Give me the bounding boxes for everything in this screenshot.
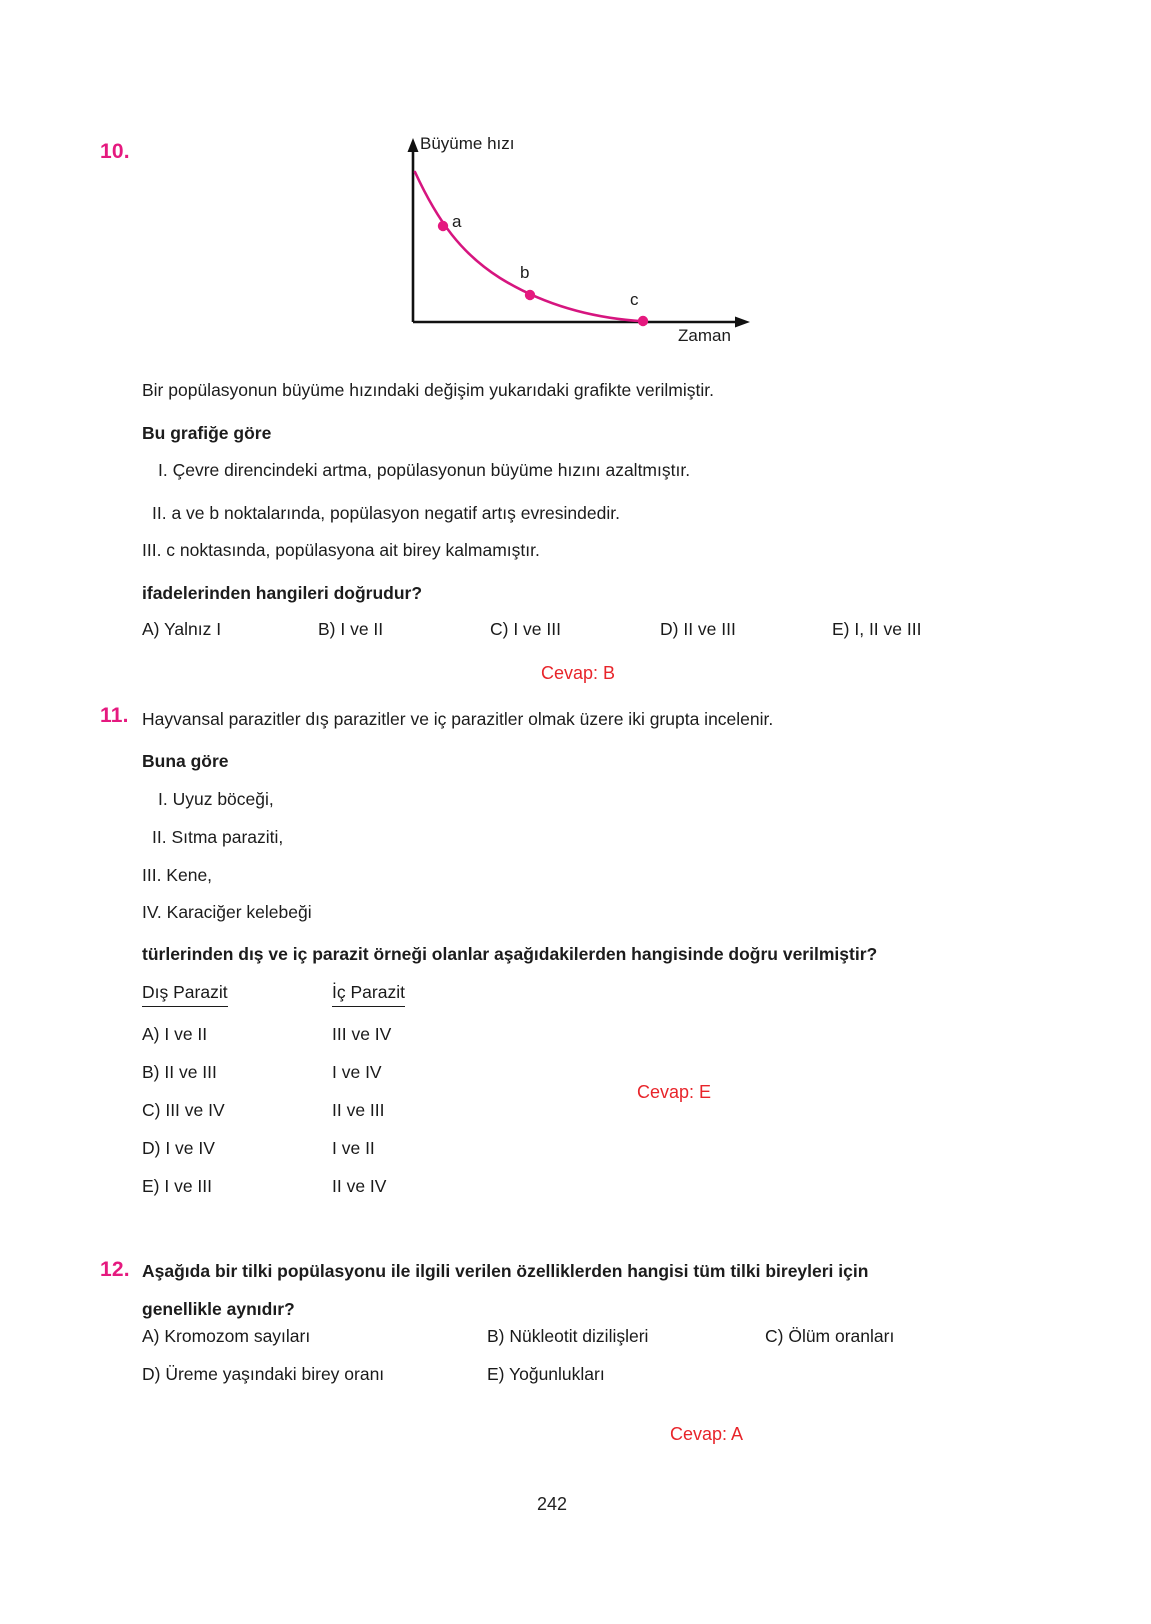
page-number: 242 [537, 1494, 568, 1514]
q11-option-a-right[interactable]: III ve IV [332, 1023, 392, 1044]
q12-option-a[interactable]: A) Kromozom sayıları [142, 1326, 311, 1346]
q12-stem-line-1: Aşağıda bir tilki popülasyonu ile ilgili verilen özelliklerden hangisi tüm tilki bireyleri için [142, 1261, 869, 1281]
table-row[interactable] [142, 1015, 532, 1053]
point-c-marker [638, 316, 648, 326]
q11-options-table [142, 975, 532, 1205]
q10-lead-in: Bu grafiğe göre [142, 423, 272, 443]
q11-option-d-left[interactable]: D) I ve IV [142, 1137, 215, 1158]
q11-option-c-right[interactable]: II ve III [332, 1099, 385, 1120]
table-header-row [142, 975, 532, 1015]
q11-statement-4: IV. Karaciğer kelebeği [142, 902, 312, 922]
growth-rate-chart [390, 130, 770, 360]
q11-statement-3: III. Kene, [142, 865, 213, 885]
table-row[interactable] [142, 1091, 532, 1129]
q11-option-a-left[interactable]: A) I ve II [142, 1023, 208, 1044]
q12-option-e[interactable]: E) Yoğunlukları [487, 1364, 605, 1384]
q12-option-c[interactable]: C) Ölüm oranları [765, 1326, 895, 1346]
q11-statement-2: II. Sıtma paraziti, [152, 827, 284, 847]
q11-stem: Hayvansal parazitler dış parazitler ve iç parazitler olmak üzere iki grupta incelenir. [142, 709, 774, 729]
q11-lead-in: Buna göre [142, 751, 229, 771]
q10-option-d[interactable]: D) II ve III [660, 619, 736, 639]
y-axis-label: Büyüme hızı [420, 134, 515, 153]
q11-option-b-left[interactable]: B) II ve III [142, 1061, 217, 1082]
q11-prompt: türlerinden dış ve iç parazit örneği olanlar aşağıdakilerden hangisinde doğru verilmiştir? [142, 944, 878, 964]
q11-answer: Cevap: E [637, 1082, 712, 1102]
q12-answer: Cevap: A [670, 1424, 744, 1444]
point-c-label: c [630, 290, 639, 309]
q10-option-a[interactable]: A) Yalnız I [142, 619, 222, 639]
q10-option-e[interactable]: E) I, II ve III [832, 619, 922, 639]
table-header-ic-parazit: İç Parazit [332, 975, 532, 1015]
q11-statement-1: I. Uyuz böceği, [158, 789, 274, 809]
q10-prompt: ifadelerinden hangileri doğrudur? [142, 583, 423, 603]
point-b-marker [525, 290, 535, 300]
q11-option-d-right[interactable]: I ve II [332, 1137, 375, 1158]
q10-statement-1: I. Çevre direncindeki artma, popülasyonun büyüme hızını azaltmıştır. [158, 460, 691, 480]
q10-chart-caption: Bir popülasyonun büyüme hızındaki değişim yukarıdaki grafikte verilmiştir. [142, 380, 714, 400]
q12-option-b[interactable]: B) Nükleotit dizilişleri [487, 1326, 649, 1346]
q11-option-e-right[interactable]: II ve IV [332, 1175, 387, 1196]
question-number-11: 11. [100, 704, 129, 727]
x-axis-label: Zaman [678, 326, 731, 345]
table-header-dis-parazit: Dış Parazit [142, 975, 332, 1015]
q10-option-b[interactable]: B) I ve II [318, 619, 384, 639]
table-row[interactable] [142, 1053, 532, 1091]
table-row[interactable] [142, 1129, 532, 1167]
x-axis-arrow [735, 317, 750, 328]
question-number-12: 12. [100, 1258, 130, 1281]
point-a-marker [438, 221, 448, 231]
q10-statement-3: III. c noktasında, popülasyona ait birey kalmamıştır. [142, 540, 540, 560]
question-number-10: 10. [100, 140, 130, 163]
q11-option-e-left[interactable]: E) I ve III [142, 1175, 213, 1196]
q10-option-c[interactable]: C) I ve III [490, 619, 561, 639]
q11-option-b-right[interactable]: I ve IV [332, 1061, 382, 1082]
q12-option-d[interactable]: D) Üreme yaşındaki birey oranı [142, 1364, 385, 1384]
y-axis-arrow [408, 138, 419, 152]
point-a-label: a [452, 212, 462, 231]
q10-statement-2: II. a ve b noktalarında, popülasyon negatif artış evresindedir. [152, 503, 620, 523]
q12-stem-line-2: genellikle aynıdır? [142, 1299, 295, 1319]
table-row[interactable] [142, 1167, 532, 1205]
q10-answer: Cevap: B [541, 663, 616, 683]
point-b-label: b [520, 263, 530, 282]
q11-option-c-left[interactable]: C) III ve IV [142, 1099, 225, 1120]
